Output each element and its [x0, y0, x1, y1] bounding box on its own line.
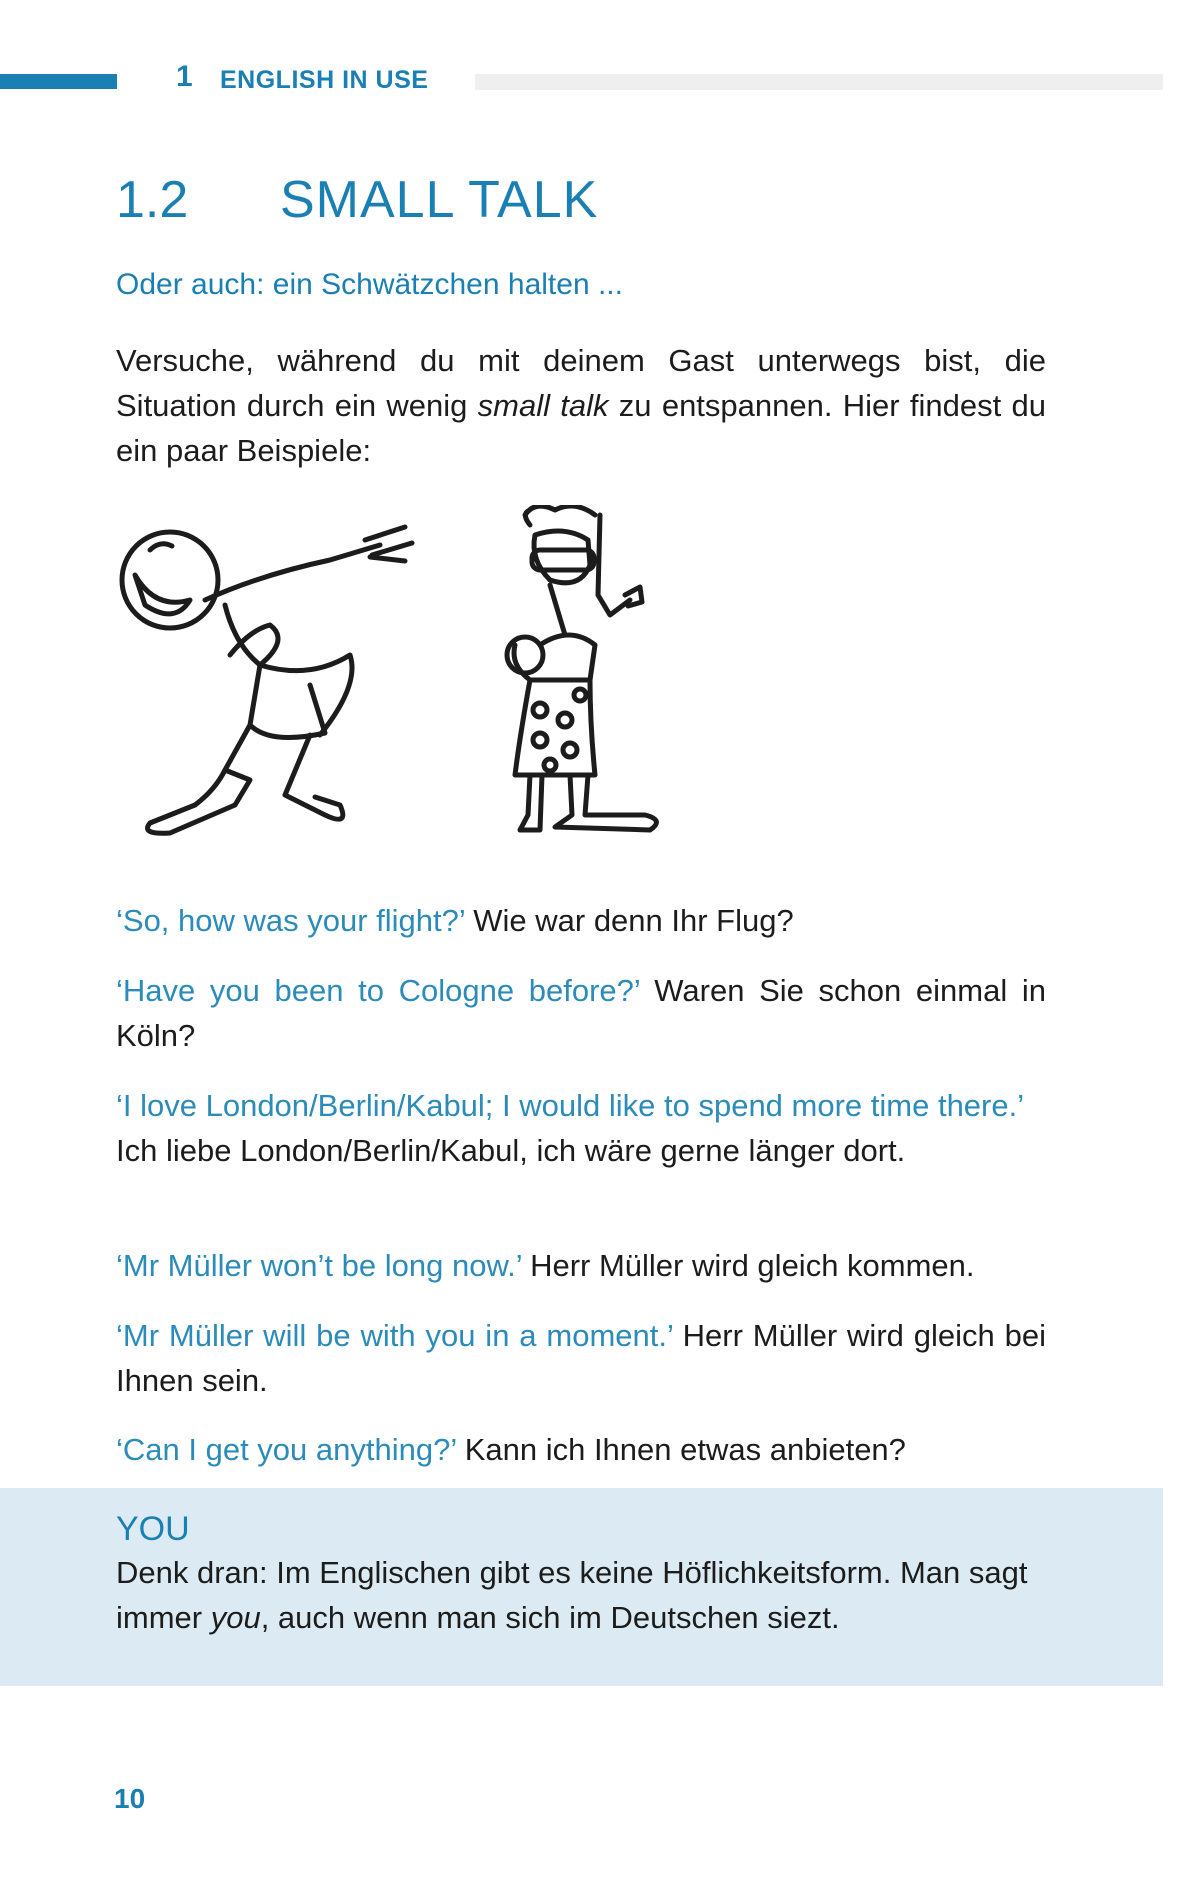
tip-box-text	[116, 1550, 1046, 1640]
section-number: 1.2	[116, 171, 189, 229]
tip-box-title: YOU	[116, 1510, 190, 1548]
phrase-english: ‘I love London/Berlin/Kabul; I would like to spend more time there.’	[116, 1088, 1025, 1123]
cartoon-illustration	[110, 505, 770, 900]
header-accent-bar	[0, 74, 117, 89]
chapter-title: ENGLISH IN USE	[220, 66, 429, 94]
phrase-german: Wie war denn Ihr Flug?	[464, 903, 794, 938]
phrase-3	[116, 1083, 1046, 1173]
phrase-german: Waren Sie schon einmal in Köln?	[116, 973, 1046, 1053]
phrase-1	[116, 898, 1046, 943]
phrase-6	[116, 1427, 1046, 1472]
phrase-german: Ich liebe London/Berlin/Kabul, ich wäre gerne länger dort.	[116, 1133, 906, 1168]
section-title: SMALL TALK	[280, 171, 599, 229]
intro-text-1: Versuche, während du mit deinem Gast unterwegs bist, die Situation durch ein wenig	[116, 343, 1046, 423]
header-rule	[475, 74, 1163, 90]
phrase-english: ‘So, how was your flight?’	[116, 903, 465, 938]
laughing-man-figure	[122, 527, 412, 833]
phrase-english: ‘Have you been to Cologne before?’	[116, 973, 640, 1008]
phrase-german: Herr Müller wird gleich bei Ihnen sein.	[116, 1318, 1046, 1398]
phrase-english: ‘Can I get you anything?’	[116, 1432, 457, 1467]
phrase-4	[116, 1243, 1046, 1288]
tip-emphasis: you	[210, 1600, 261, 1635]
tip-text-2: , auch wenn man sich im Deutschen siezt.	[260, 1600, 840, 1635]
intro-paragraph	[116, 338, 1046, 473]
tip-text-1: Denk dran: Im Englischen gibt es keine Höflichkeitsform. Man sagt immer	[116, 1555, 1028, 1635]
page-number: 10	[114, 1783, 146, 1814]
phrase-german: Herr Müller wird gleich kommen.	[521, 1248, 975, 1283]
intro-text-2: zu entspannen. Hier findest du ein paar Beispiele:	[116, 388, 1046, 468]
phrase-german: Kann ich Ihnen etwas anbieten?	[456, 1432, 906, 1467]
phrase-english: ‘Mr Müller won’t be long now.’	[116, 1248, 522, 1283]
phrase-english: ‘Mr Müller will be with you in a moment.’	[116, 1318, 673, 1353]
tourist-woman-figure	[507, 506, 656, 830]
subtitle: Oder auch: ein Schwätzchen halten ...	[116, 268, 623, 301]
phrase-5	[116, 1313, 1046, 1403]
phrase-2	[116, 968, 1046, 1058]
intro-emphasis: small talk	[477, 388, 609, 423]
chapter-number: 1	[176, 60, 193, 93]
